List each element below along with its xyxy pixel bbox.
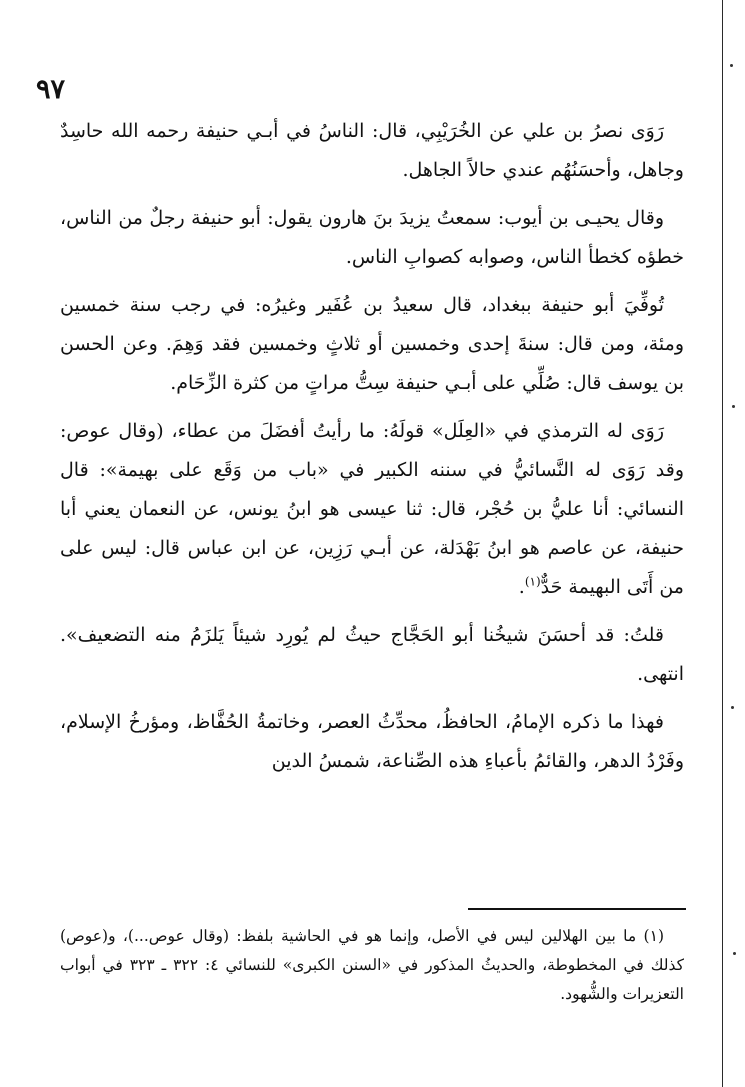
paragraph-end: . [518, 576, 525, 598]
edge-mark [733, 952, 736, 955]
footnote-reference[interactable]: (١) [524, 574, 541, 589]
edge-mark [731, 706, 734, 709]
edge-mark [732, 405, 735, 408]
footnotes [60, 922, 684, 1009]
paragraph-text: رَوَى له الترمذي في «العِلَل» قولَهُ: ما رأيتُ أفضَلَ من عطاء، (وقال عوص: وقد رَوَى له النَّسائيُّ في سننه الكبير في «باب من وَقَع على بهيمة»: قال النسائي: أنا عليُّ بن حُجْر، قال: ثنا عيسى هو ابنُ يونس، عن النعمان يعني أبا حنيفة، عن عاصم هو ابنُ بَهْدَلة، عن أبـي رَزِين، عن ابن عباس قال: ليس على من أَتَى البهيمة حَدٌّ [60, 420, 684, 598]
main-text [60, 112, 684, 790]
paragraph: فهذا ما ذكره الإمامُ، الحافظُ، محدِّثُ العصر، وخاتمةُ الحُفَّاظ، ومؤرخُ الإسلام، وفَرْدُ الدهر، والقائمُ بأعباءِ هذه الصِّناعة، شمسُ الدين [60, 711, 684, 772]
page-edge-line [722, 0, 723, 1087]
paragraph: رَوَى نصرُ بن علي عن الخُرَيْبِي، قال: الناسُ في أبـي حنيفة رحمه الله حاسِدٌ وجاهل، وأحسَنُهُم عندي حالاً الجاهل. [60, 120, 684, 181]
footnote: (١) ما بين الهلالين ليس في الأصل، وإنما هو في الحاشية بلفظ: (وقال عوص...)، و(عوص) كذلك في المخطوطة، والحديثُ المذكور في «السنن الكبرى» للنسائي ٤: ٣٢٢ ـ ٣٢٣ في أبواب التعزيرات والشُّهود. [60, 927, 684, 1003]
paragraph: قلتُ: قد أحسَنَ شيخُنا أبو الحَجَّاج حيثُ لم يُورِد شيئاً يَلزَمُ منه التضعيف». انتهى. [60, 624, 684, 685]
paragraph: تُوفِّيَ أبو حنيفة ببغداد، قال سعيدُ بن عُفَير وغيرُه: في رجب سنة خمسين ومئة، ومن قال: سنةَ إحدى وخمسين أو ثلاثٍ وخمسين فقد وَهِمَ. وعن الحسن بن يوسف قال: صُلِّي على أبـي حنيفة سِتُّ مراتٍ من كثرة الزِّحَام. [60, 294, 684, 394]
paragraph-with-footnote [60, 412, 684, 607]
page-number: ٩٧ [36, 74, 66, 105]
footnote-separator [468, 908, 686, 910]
paragraph: وقال يحيـى بن أيوب: سمعتُ يزيدَ بنَ هارون يقول: أبو حنيفة رجلٌ من الناس، خطؤه كخطأ الناس، وصوابه كصوابِ الناس. [60, 207, 684, 268]
edge-mark [730, 64, 733, 67]
